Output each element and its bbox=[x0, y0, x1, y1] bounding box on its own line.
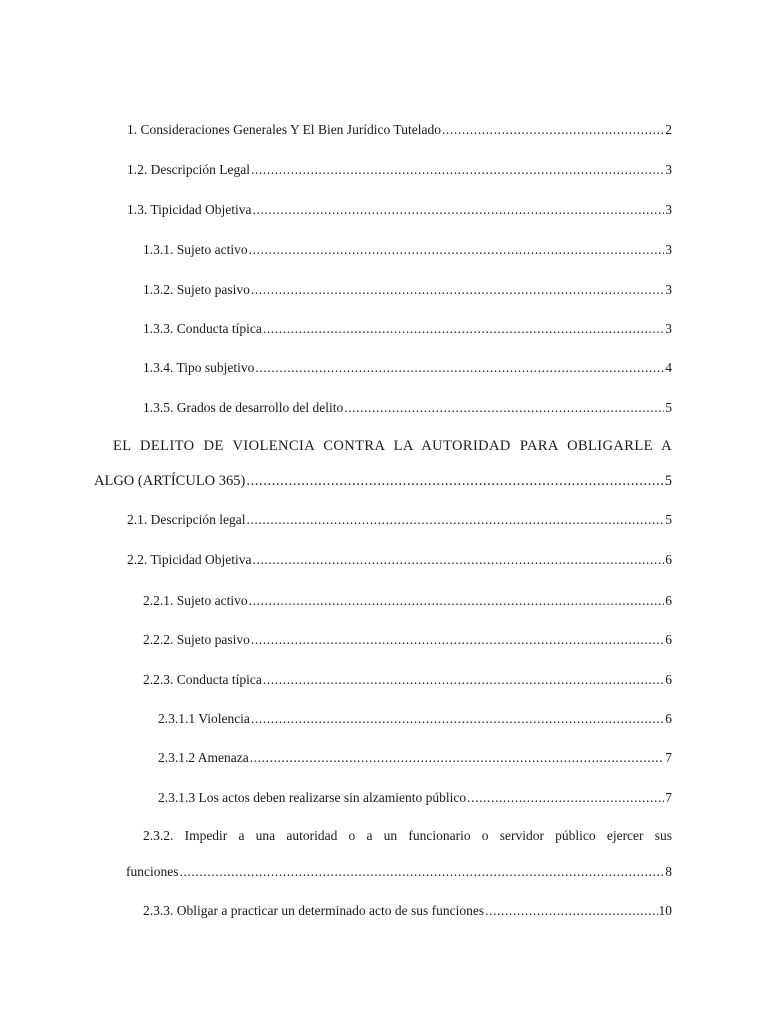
toc-entry[interactable] bbox=[127, 511, 672, 529]
toc-dot-leader bbox=[251, 710, 664, 728]
toc-dot-leader bbox=[246, 511, 664, 529]
toc-page-number: 2 bbox=[665, 122, 672, 137]
toc-entry[interactable] bbox=[158, 710, 672, 728]
toc-dot-leader bbox=[344, 399, 664, 417]
toc-page-number: 5 bbox=[664, 473, 672, 489]
toc-entry[interactable] bbox=[127, 161, 672, 179]
toc-entry-title: 2.3.3. Obligar a practicar un determinado acto de sus funciones bbox=[143, 903, 485, 918]
toc-page-number: 8 bbox=[665, 864, 672, 879]
toc-entry-title: 1.3.2. Sujeto pasivo bbox=[143, 282, 250, 297]
toc-entry[interactable] bbox=[94, 472, 672, 490]
toc-entry[interactable] bbox=[143, 241, 672, 259]
toc-entry[interactable] bbox=[158, 749, 672, 767]
toc-entry-title: 1.3. Tipicidad Objetiva bbox=[127, 202, 252, 217]
toc-entry[interactable] bbox=[143, 359, 672, 377]
toc-page-number: 6 bbox=[665, 711, 672, 726]
toc-entry-title: 1.3.5. Grados de desarrollo del delito bbox=[143, 400, 344, 415]
toc-entry-title: 2.1. Descripción legal bbox=[127, 512, 246, 527]
toc-dot-leader bbox=[442, 121, 664, 139]
toc-page-number: 3 bbox=[665, 202, 672, 217]
toc-dot-leader bbox=[251, 161, 664, 179]
toc-entry[interactable] bbox=[126, 863, 672, 881]
toc-entry-title: 2.2.1. Sujeto activo bbox=[143, 593, 248, 608]
toc-dot-leader bbox=[253, 551, 665, 569]
toc-entry[interactable] bbox=[143, 631, 672, 649]
toc-entry-line1[interactable]: 2.3.2. Impedir a una autoridad o a un funcionario o servidor público ejercer sus bbox=[143, 828, 672, 843]
toc-dot-leader bbox=[249, 241, 665, 259]
toc-dot-leader bbox=[255, 359, 664, 377]
toc-dot-leader bbox=[246, 472, 663, 490]
toc-entry[interactable] bbox=[143, 320, 672, 338]
toc-dot-leader bbox=[253, 201, 665, 219]
toc-page-number: 6 bbox=[665, 593, 672, 608]
toc-page-number: 3 bbox=[665, 282, 672, 297]
toc-page-number: 4 bbox=[665, 360, 672, 375]
toc-entry-title: 1.3.3. Conducta típica bbox=[143, 321, 262, 336]
toc-entry-title: 2.2. Tipicidad Objetiva bbox=[127, 552, 252, 567]
toc-dot-leader bbox=[179, 863, 664, 881]
toc-entry[interactable] bbox=[143, 902, 672, 920]
toc-page-number: 3 bbox=[665, 162, 672, 177]
toc-entry[interactable] bbox=[127, 121, 672, 139]
toc-entry-title: 2.2.2. Sujeto pasivo bbox=[143, 632, 250, 647]
toc-dot-leader bbox=[251, 631, 664, 649]
toc-entry[interactable] bbox=[127, 201, 672, 219]
toc-dot-leader bbox=[250, 749, 665, 767]
toc-dot-leader bbox=[263, 320, 664, 338]
toc-entry[interactable] bbox=[143, 592, 672, 610]
toc-entry-title: 2.3.1.3 Los actos deben realizarse sin alzamiento público bbox=[158, 790, 467, 805]
toc-entry-title: 2.3.1.1 Violencia bbox=[158, 711, 250, 726]
toc-entry[interactable] bbox=[127, 551, 672, 569]
toc-page-number: 3 bbox=[665, 242, 672, 257]
toc-entry-title: 2.3.1.2 Amenaza bbox=[158, 750, 249, 765]
toc-page-number: 7 bbox=[665, 790, 672, 805]
toc-entry-title: funciones bbox=[126, 864, 179, 879]
toc-page-number: 10 bbox=[658, 903, 672, 918]
toc-page-number: 7 bbox=[665, 750, 672, 765]
toc-page-number: 6 bbox=[665, 672, 672, 687]
toc-chapter-heading-line1[interactable]: EL DELITO DE VIOLENCIA CONTRA LA AUTORIDAD PARA OBLIGARLE A bbox=[113, 438, 672, 454]
toc-entry[interactable] bbox=[143, 399, 672, 417]
toc-entry-title: ALGO (ARTÍCULO 365) bbox=[94, 473, 246, 489]
toc-entry-title: 2.2.3. Conducta típica bbox=[143, 672, 262, 687]
toc-dot-leader bbox=[251, 281, 664, 299]
toc-page-number: 6 bbox=[665, 632, 672, 647]
toc-dot-leader bbox=[263, 671, 664, 689]
toc-page-number: 5 bbox=[665, 512, 672, 527]
toc-entry-title: 1.2. Descripción Legal bbox=[127, 162, 250, 177]
toc-entry[interactable] bbox=[158, 789, 672, 807]
toc-entry-title: 1.3.4. Tipo subjetivo bbox=[143, 360, 255, 375]
toc-page-number: 5 bbox=[665, 400, 672, 415]
toc-entry-title: 1. Consideraciones Generales Y El Bien Jurídico Tutelado bbox=[127, 122, 441, 137]
toc-entry-title: 1.3.1. Sujeto activo bbox=[143, 242, 248, 257]
toc-dot-leader bbox=[467, 789, 664, 807]
toc-page-number: 3 bbox=[665, 321, 672, 336]
toc-page-number: 6 bbox=[665, 552, 672, 567]
toc-entry[interactable] bbox=[143, 671, 672, 689]
toc-dot-leader bbox=[249, 592, 665, 610]
toc-dot-leader bbox=[485, 902, 657, 920]
toc-entry[interactable] bbox=[143, 281, 672, 299]
